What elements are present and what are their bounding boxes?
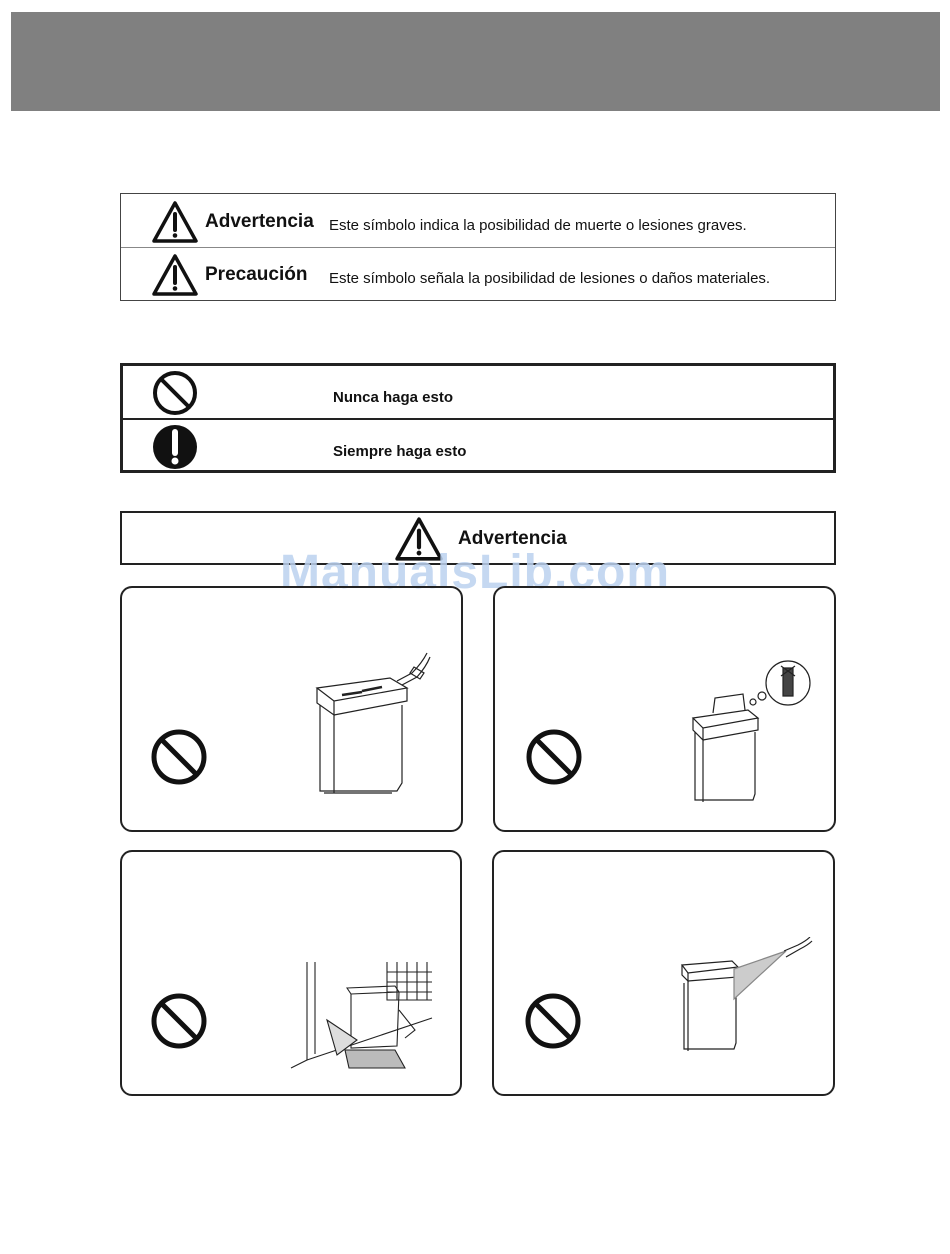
prohibition-icon bbox=[150, 728, 208, 786]
prohibition-icon bbox=[525, 728, 583, 786]
legend-table bbox=[120, 193, 836, 301]
prohibition-icon bbox=[151, 369, 199, 417]
warning-triangle-icon bbox=[151, 200, 199, 244]
washer-thought-illustration bbox=[683, 658, 818, 808]
legend-description: Este símbolo indica la posibilidad de muerte o lesiones graves. bbox=[329, 217, 747, 234]
symbol-row-never bbox=[123, 366, 833, 420]
legend-row-warning bbox=[121, 194, 835, 248]
mandatory-exclamation-icon bbox=[151, 423, 199, 471]
symbol-label: Siempre haga esto bbox=[333, 443, 467, 460]
symbol-row-always bbox=[123, 420, 833, 472]
prohibition-icon bbox=[524, 992, 582, 1050]
washer-bathroom-illustration bbox=[287, 960, 437, 1075]
header-bar bbox=[11, 12, 940, 111]
symbol-label: Nunca haga esto bbox=[333, 389, 454, 406]
symbol-table bbox=[120, 363, 836, 473]
watermark: ManualsLib.com bbox=[279, 546, 671, 599]
panel-unplug-warning bbox=[120, 586, 463, 832]
warning-triangle-icon bbox=[151, 253, 199, 297]
legend-term: Precaución bbox=[205, 264, 308, 285]
washer-water-spray-illustration bbox=[674, 937, 814, 1057]
warning-title: Advertencia bbox=[458, 528, 567, 549]
prohibition-icon bbox=[150, 992, 208, 1050]
legend-description: Este símbolo señala la posibilidad de lesiones o daños materiales. bbox=[329, 270, 771, 287]
washer-plug-illustration bbox=[302, 643, 432, 803]
legend-row-caution bbox=[121, 247, 835, 300]
panel-no-water-spray-warning bbox=[492, 850, 835, 1096]
legend-term: Advertencia bbox=[205, 211, 314, 232]
panel-no-flammables-warning bbox=[493, 586, 836, 832]
panel-no-humid-place-warning bbox=[120, 850, 462, 1096]
